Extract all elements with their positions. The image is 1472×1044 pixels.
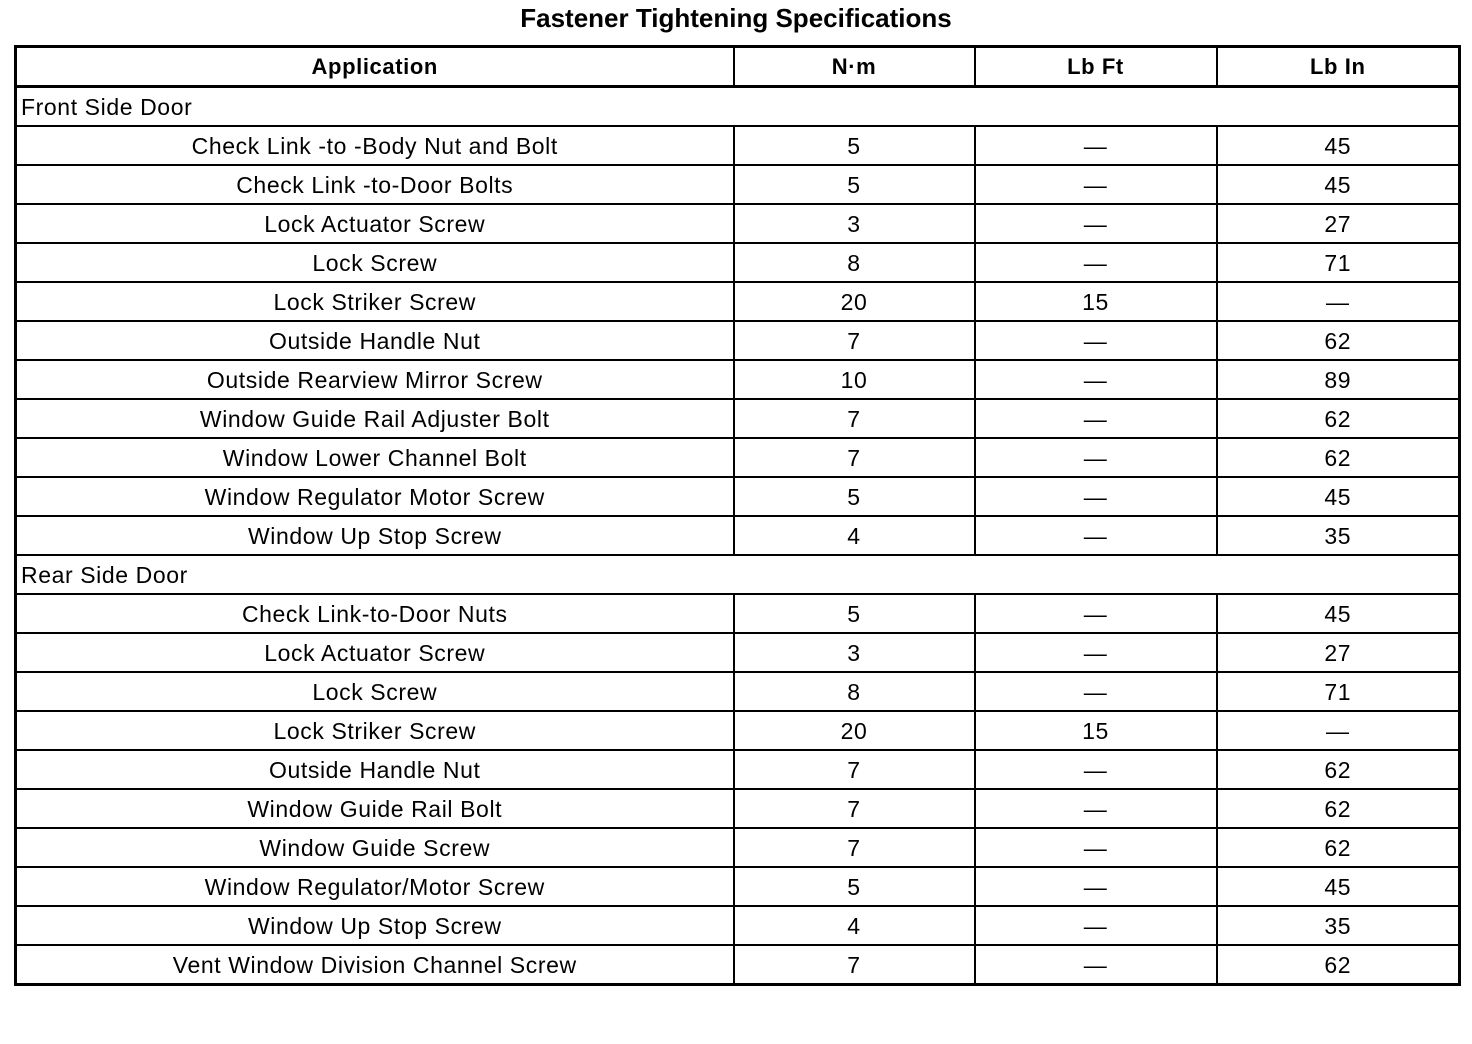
table-row <box>16 594 1460 633</box>
table-row <box>16 516 1460 555</box>
lbin-cell: 62 <box>1217 945 1460 985</box>
table-row <box>16 321 1460 360</box>
application-cell: Window Guide Rail Bolt <box>16 789 734 828</box>
nm-cell: 7 <box>734 321 975 360</box>
section-row <box>16 87 1460 127</box>
lbft-cell: — <box>975 594 1217 633</box>
lbft-cell: — <box>975 321 1217 360</box>
lbft-cell: — <box>975 204 1217 243</box>
nm-cell: 7 <box>734 789 975 828</box>
lbin-cell: 45 <box>1217 594 1460 633</box>
table-row <box>16 867 1460 906</box>
lbin-cell: 45 <box>1217 867 1460 906</box>
application-cell: Outside Handle Nut <box>16 750 734 789</box>
section-title: Front Side Door <box>16 87 1460 127</box>
application-cell: Window Regulator Motor Screw <box>16 477 734 516</box>
application-cell: Lock Actuator Screw <box>16 633 734 672</box>
table-row <box>16 750 1460 789</box>
table-body <box>16 87 1460 985</box>
table-row <box>16 672 1460 711</box>
lbft-cell: — <box>975 243 1217 282</box>
nm-cell: 8 <box>734 672 975 711</box>
lbft-cell: — <box>975 477 1217 516</box>
nm-cell: 5 <box>734 867 975 906</box>
nm-cell: 7 <box>734 828 975 867</box>
lbft-cell: — <box>975 828 1217 867</box>
application-cell: Lock Actuator Screw <box>16 204 734 243</box>
application-cell: Window Up Stop Screw <box>16 516 734 555</box>
nm-cell: 5 <box>734 594 975 633</box>
table-row <box>16 789 1460 828</box>
application-cell: Window Guide Screw <box>16 828 734 867</box>
nm-cell: 8 <box>734 243 975 282</box>
lbft-cell: — <box>975 633 1217 672</box>
lbin-cell: — <box>1217 282 1460 321</box>
lbft-cell: — <box>975 945 1217 985</box>
application-cell: Window Regulator/Motor Screw <box>16 867 734 906</box>
lbin-cell: 45 <box>1217 165 1460 204</box>
header-row <box>16 47 1460 87</box>
lbin-cell: 35 <box>1217 906 1460 945</box>
application-cell: Window Up Stop Screw <box>16 906 734 945</box>
lbin-cell: 71 <box>1217 243 1460 282</box>
application-cell: Lock Screw <box>16 672 734 711</box>
nm-cell: 7 <box>734 945 975 985</box>
section-title: Rear Side Door <box>16 555 1460 594</box>
table-row <box>16 828 1460 867</box>
table-header <box>16 47 1460 87</box>
table-row <box>16 711 1460 750</box>
nm-cell: 7 <box>734 438 975 477</box>
lbft-cell: — <box>975 906 1217 945</box>
lbin-cell: 45 <box>1217 477 1460 516</box>
table-row <box>16 243 1460 282</box>
table-row <box>16 477 1460 516</box>
nm-cell: 5 <box>734 477 975 516</box>
lbft-cell: — <box>975 399 1217 438</box>
lbft-cell: — <box>975 126 1217 165</box>
lbin-cell: 62 <box>1217 321 1460 360</box>
table-row <box>16 282 1460 321</box>
application-cell: Vent Window Division Channel Screw <box>16 945 734 985</box>
nm-cell: 20 <box>734 711 975 750</box>
nm-cell: 3 <box>734 633 975 672</box>
table-row <box>16 438 1460 477</box>
lbft-cell: — <box>975 438 1217 477</box>
section-row <box>16 555 1460 594</box>
lbin-cell: 27 <box>1217 633 1460 672</box>
lbin-cell: 62 <box>1217 438 1460 477</box>
column-header-lbft: Lb Ft <box>975 47 1217 87</box>
lbft-cell: 15 <box>975 282 1217 321</box>
lbft-cell: — <box>975 750 1217 789</box>
lbin-cell: 62 <box>1217 789 1460 828</box>
table-row <box>16 399 1460 438</box>
lbft-cell: — <box>975 360 1217 399</box>
lbft-cell: — <box>975 789 1217 828</box>
nm-cell: 5 <box>734 126 975 165</box>
application-cell: Window Lower Channel Bolt <box>16 438 734 477</box>
column-header-lbin: Lb In <box>1217 47 1460 87</box>
application-cell: Outside Rearview Mirror Screw <box>16 360 734 399</box>
lbin-cell: 35 <box>1217 516 1460 555</box>
page-title: Fastener Tightening Specifications <box>520 3 952 33</box>
lbin-cell: 62 <box>1217 399 1460 438</box>
table-row <box>16 165 1460 204</box>
table-row <box>16 906 1460 945</box>
table-row <box>16 126 1460 165</box>
lbft-cell: — <box>975 516 1217 555</box>
lbin-cell: — <box>1217 711 1460 750</box>
table-row <box>16 204 1460 243</box>
application-cell: Outside Handle Nut <box>16 321 734 360</box>
application-cell: Window Guide Rail Adjuster Bolt <box>16 399 734 438</box>
nm-cell: 20 <box>734 282 975 321</box>
column-header-nm: N·m <box>734 47 975 87</box>
application-cell: Lock Striker Screw <box>16 711 734 750</box>
nm-cell: 4 <box>734 516 975 555</box>
lbin-cell: 89 <box>1217 360 1460 399</box>
application-cell: Lock Screw <box>16 243 734 282</box>
table-row <box>16 360 1460 399</box>
nm-cell: 7 <box>734 750 975 789</box>
table-row <box>16 633 1460 672</box>
nm-cell: 4 <box>734 906 975 945</box>
lbft-cell: — <box>975 867 1217 906</box>
lbin-cell: 62 <box>1217 750 1460 789</box>
application-cell: Check Link -to-Door Bolts <box>16 165 734 204</box>
application-cell: Check Link -to -Body Nut and Bolt <box>16 126 734 165</box>
application-cell: Check Link-to-Door Nuts <box>16 594 734 633</box>
lbft-cell: 15 <box>975 711 1217 750</box>
table-row <box>16 945 1460 985</box>
nm-cell: 7 <box>734 399 975 438</box>
lbft-cell: — <box>975 672 1217 711</box>
nm-cell: 3 <box>734 204 975 243</box>
column-header-application: Application <box>16 47 734 87</box>
lbin-cell: 62 <box>1217 828 1460 867</box>
application-cell: Lock Striker Screw <box>16 282 734 321</box>
lbft-cell: — <box>975 165 1217 204</box>
spec-table <box>14 45 1461 986</box>
lbin-cell: 27 <box>1217 204 1460 243</box>
nm-cell: 5 <box>734 165 975 204</box>
nm-cell: 10 <box>734 360 975 399</box>
lbin-cell: 71 <box>1217 672 1460 711</box>
lbin-cell: 45 <box>1217 126 1460 165</box>
